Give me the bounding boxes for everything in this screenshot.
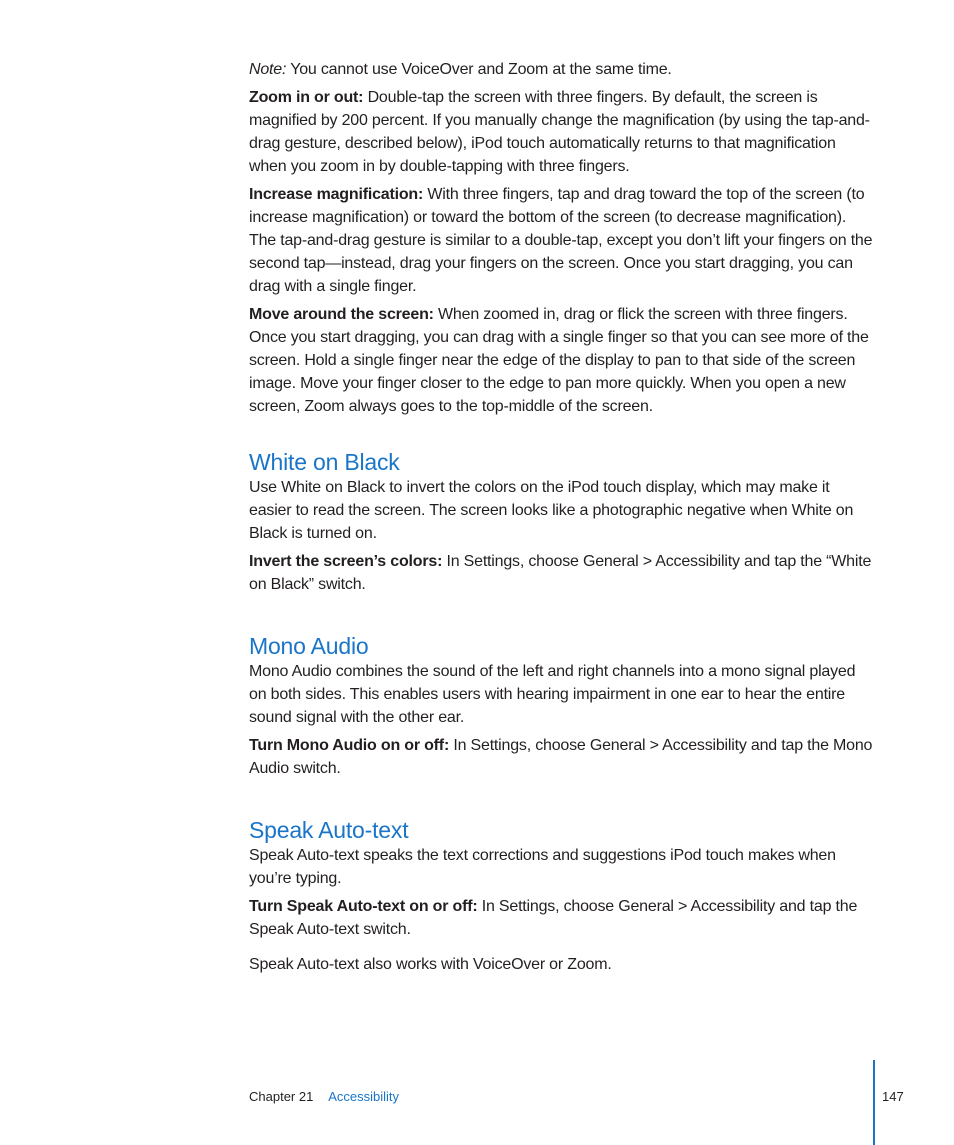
speak-auto-text-toggle-lead: Turn Speak Auto-text on or off: — [249, 898, 478, 915]
move-around-lead: Move around the screen: — [249, 306, 434, 323]
mono-audio-toggle-text: In Settings, choose General > Accessibility and tap the Mono Audio switch. — [249, 737, 873, 777]
footer-section-link[interactable]: Accessibility — [328, 1089, 400, 1104]
page-number: 147 — [882, 1089, 904, 1104]
mono-audio-toggle-paragraph — [249, 734, 874, 780]
white-on-black-heading: White on Black — [249, 449, 400, 475]
invert-colors-paragraph — [249, 550, 874, 596]
speak-auto-text-toggle-paragraph — [249, 895, 874, 941]
move-around-paragraph — [249, 303, 874, 418]
increase-magnification-paragraph — [249, 183, 874, 298]
page-body — [249, 58, 874, 981]
note-paragraph — [249, 58, 874, 81]
increase-magnification-text: With three fingers, tap and drag toward the top of the screen (to increase magnification) or toward the bottom of the screen (to decrease magnification). The tap-and-drag gesture is similar to a double-tap, except you don’t lift your fingers on the second tap—instead, drag your fingers on the screen. Once you start dragging, you can drag with a single finger. — [249, 186, 873, 295]
speak-auto-text-heading: Speak Auto-text — [249, 817, 409, 843]
zoom-in-out-paragraph — [249, 86, 874, 178]
mono-audio-toggle-lead: Turn Mono Audio on or off: — [249, 737, 450, 754]
zoom-in-out-lead: Zoom in or out: — [249, 89, 364, 106]
invert-colors-text: In Settings, choose General > Accessibility and tap the “White on Black” switch. — [249, 553, 872, 593]
footer-divider — [873, 1060, 875, 1145]
mono-audio-heading: Mono Audio — [249, 633, 369, 659]
speak-auto-text-extra: Speak Auto-text also works with VoiceOver or Zoom. — [249, 956, 612, 973]
mono-audio-intro: Mono Audio combines the sound of the left and right channels into a mono signal played on both sides. This enables users with hearing impairment in one ear to hear the entire sound signal with the other ear. — [249, 663, 856, 726]
white-on-black-intro: Use White on Black to invert the colors on the iPod touch display, which may make it easier to read the screen. The screen looks like a photographic negative when White on Black is turned on. — [249, 479, 854, 542]
speak-auto-text-toggle-text: In Settings, choose General > Accessibility and tap the Speak Auto-text switch. — [249, 898, 858, 938]
page-footer — [249, 1089, 399, 1105]
speak-auto-text-intro: Speak Auto-text speaks the text corrections and suggestions iPod touch makes when you’re typing. — [249, 847, 836, 887]
move-around-text: When zoomed in, drag or flick the screen with three fingers. Once you start dragging, you can drag with a single finger so that you can see more of the screen. Hold a single finger near the edge of the display to pan to that side of the screen image. Move your finger closer to the edge to pan more quickly. When you open a new screen, Zoom always goes to the top-middle of the screen. — [249, 306, 869, 415]
footer-chapter: Chapter 21 — [249, 1089, 314, 1104]
increase-magnification-lead: Increase magnification: — [249, 186, 424, 203]
note-text: You cannot use VoiceOver and Zoom at the same time. — [290, 61, 672, 78]
note-lead: Note: — [249, 61, 287, 78]
invert-colors-lead: Invert the screen’s colors: — [249, 553, 443, 570]
zoom-in-out-text: Double-tap the screen with three fingers. By default, the screen is magnified by 200 percent. If you manually change the magnification (by using the tap-and-drag gesture, described below), iPod touch automatically returns to that magnification when you zoom in by double-tapping with three fingers. — [249, 89, 870, 175]
